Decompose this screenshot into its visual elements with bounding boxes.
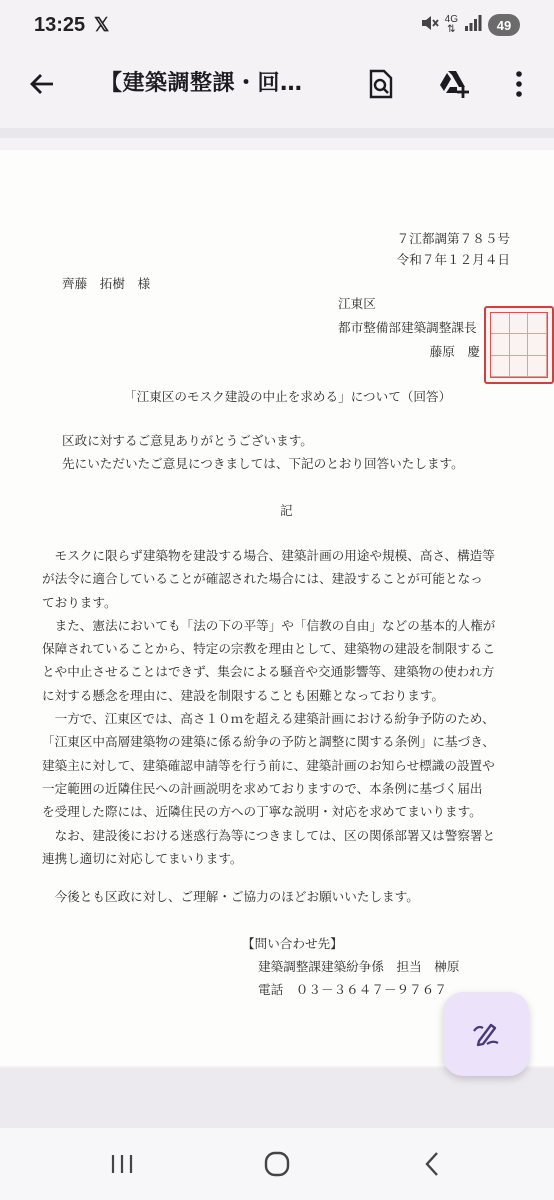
sender-dept: 都市整備部建築調整課長 <box>338 320 477 335</box>
intro-line: 区政に対するご意見ありがとうございます。 <box>62 433 313 448</box>
back-arrow-icon <box>27 69 57 99</box>
recent-apps-icon <box>109 1152 135 1176</box>
letter-subject: 「江東区のモスク建設の中止を求める」について（回答） <box>124 389 452 404</box>
drive-add-button[interactable] <box>434 64 474 104</box>
app-bar <box>0 52 554 116</box>
edit-fab-button[interactable] <box>443 992 529 1076</box>
paragraph-line: 保障されていることから、特定の宗教を理由として、建築物の建設を制限するこ <box>42 641 496 657</box>
intro-text <box>62 429 538 476</box>
paragraph-line: とや中止させることはできず、集会による騒音や交通影響等、建築物の使われ方 <box>42 664 495 680</box>
recent-apps-button[interactable] <box>100 1146 144 1182</box>
paragraph-line: モスクに限らず建築物を建設する場合、建築計画の用途や規模、高さ、構造等 <box>42 548 495 563</box>
nav-back-button[interactable] <box>410 1146 454 1182</box>
contact-section: 建築調整課建築紛争係 担当 榊原 <box>258 959 460 974</box>
recipient-name: 齊藤 拓樹 様 <box>62 276 151 291</box>
home-button[interactable] <box>255 1146 299 1182</box>
paragraph-line: が法令に適合していることが確認された場合には、建設することが可能となっ <box>42 571 483 587</box>
back-button[interactable] <box>22 64 62 104</box>
document-background <box>0 1068 554 1128</box>
official-seal-stamp <box>484 306 554 384</box>
more-options-button[interactable] <box>499 64 539 104</box>
paragraph-line: を受理した際には、近隣住民の方への丁寧な説明・対応を求めてまいります。 <box>42 804 482 820</box>
ki-heading: 記 <box>280 503 293 518</box>
paragraph-line: ております。 <box>42 594 117 610</box>
document-page[interactable] <box>0 150 554 1066</box>
back-icon <box>422 1150 442 1178</box>
sender-name: 藤原 慶 <box>429 344 480 359</box>
status-icons <box>419 13 520 37</box>
status-time: 13:25 <box>34 14 86 36</box>
contact-header: 【問い合わせ先】 <box>242 936 343 951</box>
contact-phone: 電話 ０３－３６４７－９７６７ <box>258 982 447 997</box>
drive-add-icon <box>437 69 471 99</box>
paragraph-line: 一方で、江東区では、高さ１０ｍを超える建築計画における紛争予防のため、 <box>42 711 495 727</box>
paragraph-line: 「江東区中高層建築物の建築に係る紛争の予防と調整に関する条例」に基づき、 <box>42 734 495 750</box>
search-document-icon <box>367 69 395 99</box>
signal-icon <box>464 14 482 36</box>
more-vert-icon <box>514 70 524 98</box>
document-date: 令和７年１２月４日 <box>396 252 510 267</box>
paragraph-line: また、憲法においても「法の下の平等」や「信教の自由」などの基本的人権が <box>42 617 496 633</box>
mute-icon <box>419 13 439 37</box>
document-number: ７江都調第７８５号 <box>396 231 510 246</box>
paragraph-line: 一定範囲の近隣住民への計画説明を求めておりますので、本条例に基づく届出 <box>42 780 483 796</box>
edit-pen-icon <box>471 1019 501 1049</box>
network-label: 4G ⇅ <box>444 14 458 35</box>
paragraph-line: に対する懸念を理由に、建設を制限することも困難となっております。 <box>42 687 444 703</box>
x-app-icon: 𝕏 <box>94 15 110 36</box>
closing-line: 今後とも区政に対し、ご理解・ご協力のほどお願いいたします。 <box>42 889 419 904</box>
answer-body <box>42 544 518 870</box>
document-title: 【建築調整課・回… <box>100 71 303 96</box>
paragraph-line: 建築主に対して、建築確認申請等を行う前に、建築計画のお知らせ標識の設置や <box>42 757 495 773</box>
status-bar <box>0 0 554 52</box>
intro-line: 先にいただいたご意見につきましては、下記のとおり回答いたします。 <box>62 456 464 472</box>
paragraph-line: 連携し適切に対応してまいります。 <box>42 850 243 866</box>
battery-indicator: 49 <box>488 14 520 36</box>
system-nav-bar <box>0 1128 554 1200</box>
toolbar-divider <box>0 128 554 138</box>
home-icon <box>263 1150 291 1178</box>
sender-org: 江東区 <box>338 296 376 311</box>
search-document-button[interactable] <box>361 64 401 104</box>
paragraph-line: なお、建設後における迷惑行為等につきましては、区の関係部署又は警察署と <box>42 827 496 843</box>
